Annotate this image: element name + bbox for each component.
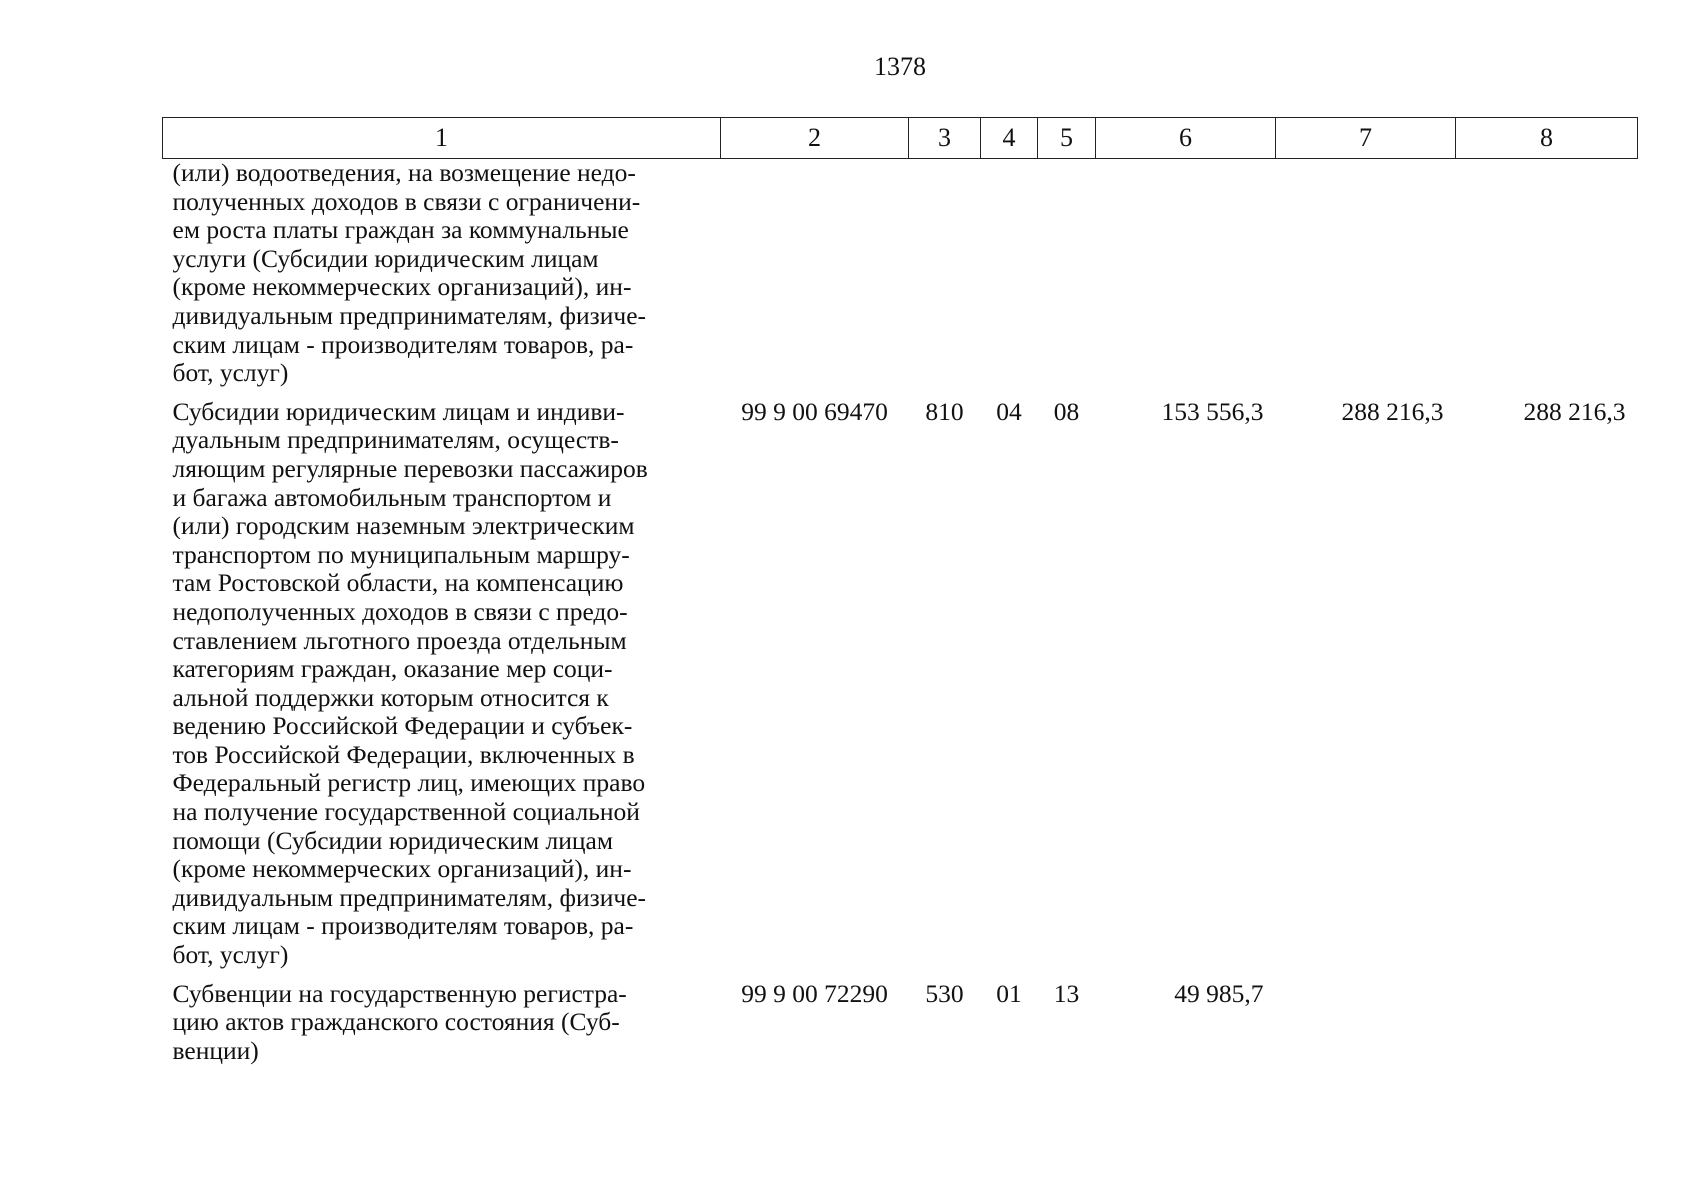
table-row bbox=[163, 398, 1638, 980]
description-line: транспортом по муниципальным маршру- bbox=[172, 539, 630, 569]
description-line: цию актов гражданского состояния (Суб- bbox=[172, 1007, 620, 1037]
description-line: (кроме некоммерческих организаций), ин- bbox=[172, 272, 632, 302]
description-line: (или) городским наземным электрическим bbox=[172, 511, 635, 541]
column-header-2: 2 bbox=[721, 118, 909, 159]
amount-cell-col8 bbox=[1456, 980, 1638, 1076]
amount-cell-col7 bbox=[1276, 159, 1456, 398]
description-line: (кроме некоммерческих организаций), ин- bbox=[172, 854, 632, 884]
amount-cell-col6: 49 985,7 bbox=[1174, 978, 1264, 1008]
description-line: ставлением льготного проезда отдельным bbox=[172, 625, 627, 655]
subsection-cell: 13 bbox=[1053, 978, 1080, 1008]
description-line: тов Российской Федерации, включенных в bbox=[172, 739, 635, 769]
description-line: венции) bbox=[172, 1035, 259, 1065]
description-line: бот, услуг) bbox=[172, 358, 289, 388]
amount-cell-col7: 288 216,3 bbox=[1341, 396, 1444, 426]
description-cell bbox=[163, 398, 721, 980]
description-line: услуги (Субсидии юридическим лицам bbox=[172, 243, 599, 273]
amount-cell-col7 bbox=[1276, 980, 1456, 1076]
column-header-8: 8 bbox=[1456, 118, 1638, 159]
column-header-3: 3 bbox=[909, 118, 981, 159]
description-line: ским лицам - производителям товаров, ра- bbox=[172, 329, 634, 359]
description-line: категориям граждан, оказание мер соци- bbox=[172, 654, 613, 684]
description-line: бот, услуг) bbox=[172, 940, 289, 970]
description-line: дивидуальным предпринимателям, физиче- bbox=[172, 882, 647, 912]
description-line: Субвенции на государственную регистра- bbox=[172, 978, 627, 1008]
table-body bbox=[163, 159, 1638, 1076]
description-line: дуальным предпринимателям, осуществ- bbox=[172, 425, 619, 455]
description-line: альной поддержки которым относится к bbox=[172, 682, 609, 712]
budget-code-cell: 99 9 00 69470 bbox=[741, 396, 888, 426]
description-line: ляющим регулярные перевозки пассажиров bbox=[172, 453, 648, 483]
table-row bbox=[163, 159, 1638, 398]
description-line: на получение государственной социальной bbox=[172, 797, 640, 827]
description-cell bbox=[163, 159, 721, 398]
table-row bbox=[163, 980, 1638, 1076]
description-line: Субсидии юридическим лицам и индиви- bbox=[172, 396, 625, 426]
description-line: там Ростовской области, на компенсацию bbox=[172, 568, 624, 598]
section-cell: 04 bbox=[996, 396, 1022, 426]
description-line: Федеральный регистр лиц, имеющих право bbox=[172, 768, 646, 798]
section-cell bbox=[981, 159, 1038, 398]
column-header-5: 5 bbox=[1038, 118, 1096, 159]
description-line: дивидуальным предпринимателям, физиче- bbox=[172, 300, 647, 330]
description-line: недополученных доходов в связи с предо- bbox=[172, 596, 628, 626]
description-line: ским лицам - производителям товаров, ра- bbox=[172, 911, 634, 941]
description-line: ем роста платы граждан за коммунальные bbox=[172, 215, 629, 245]
expense-type-cell: 810 bbox=[925, 396, 964, 426]
description-cell bbox=[163, 980, 721, 1076]
amount-cell-col8: 288 216,3 bbox=[1523, 396, 1626, 426]
description-line: полученных доходов в связи с ограничени- bbox=[172, 186, 641, 216]
subsection-cell bbox=[1038, 159, 1096, 398]
budget-code-cell bbox=[721, 159, 909, 398]
header-row bbox=[163, 118, 1638, 159]
column-header-7: 7 bbox=[1276, 118, 1456, 159]
expense-type-cell bbox=[909, 159, 981, 398]
description-line: помощи (Субсидии юридическим лицам bbox=[172, 825, 613, 855]
budget-code-cell: 99 9 00 72290 bbox=[741, 978, 888, 1008]
column-header-1: 1 bbox=[163, 118, 721, 159]
description-line: и багажа автомобильным транспортом и bbox=[172, 482, 612, 512]
page-number: 1378 bbox=[874, 52, 926, 81]
description-line: ведению Российской Федерации и субъек- bbox=[172, 711, 633, 741]
subsection-cell: 08 bbox=[1053, 396, 1080, 426]
budget-table bbox=[162, 117, 1638, 1075]
amount-cell-col8 bbox=[1456, 159, 1638, 398]
column-header-6: 6 bbox=[1096, 118, 1276, 159]
description-line: (или) водоотведения, на возмещение недо- bbox=[172, 158, 636, 187]
column-header-4: 4 bbox=[981, 118, 1038, 159]
amount-cell-col6: 153 556,3 bbox=[1161, 396, 1264, 426]
amount-cell-col6 bbox=[1096, 159, 1276, 398]
section-cell: 01 bbox=[996, 978, 1022, 1008]
expense-type-cell: 530 bbox=[925, 978, 964, 1008]
